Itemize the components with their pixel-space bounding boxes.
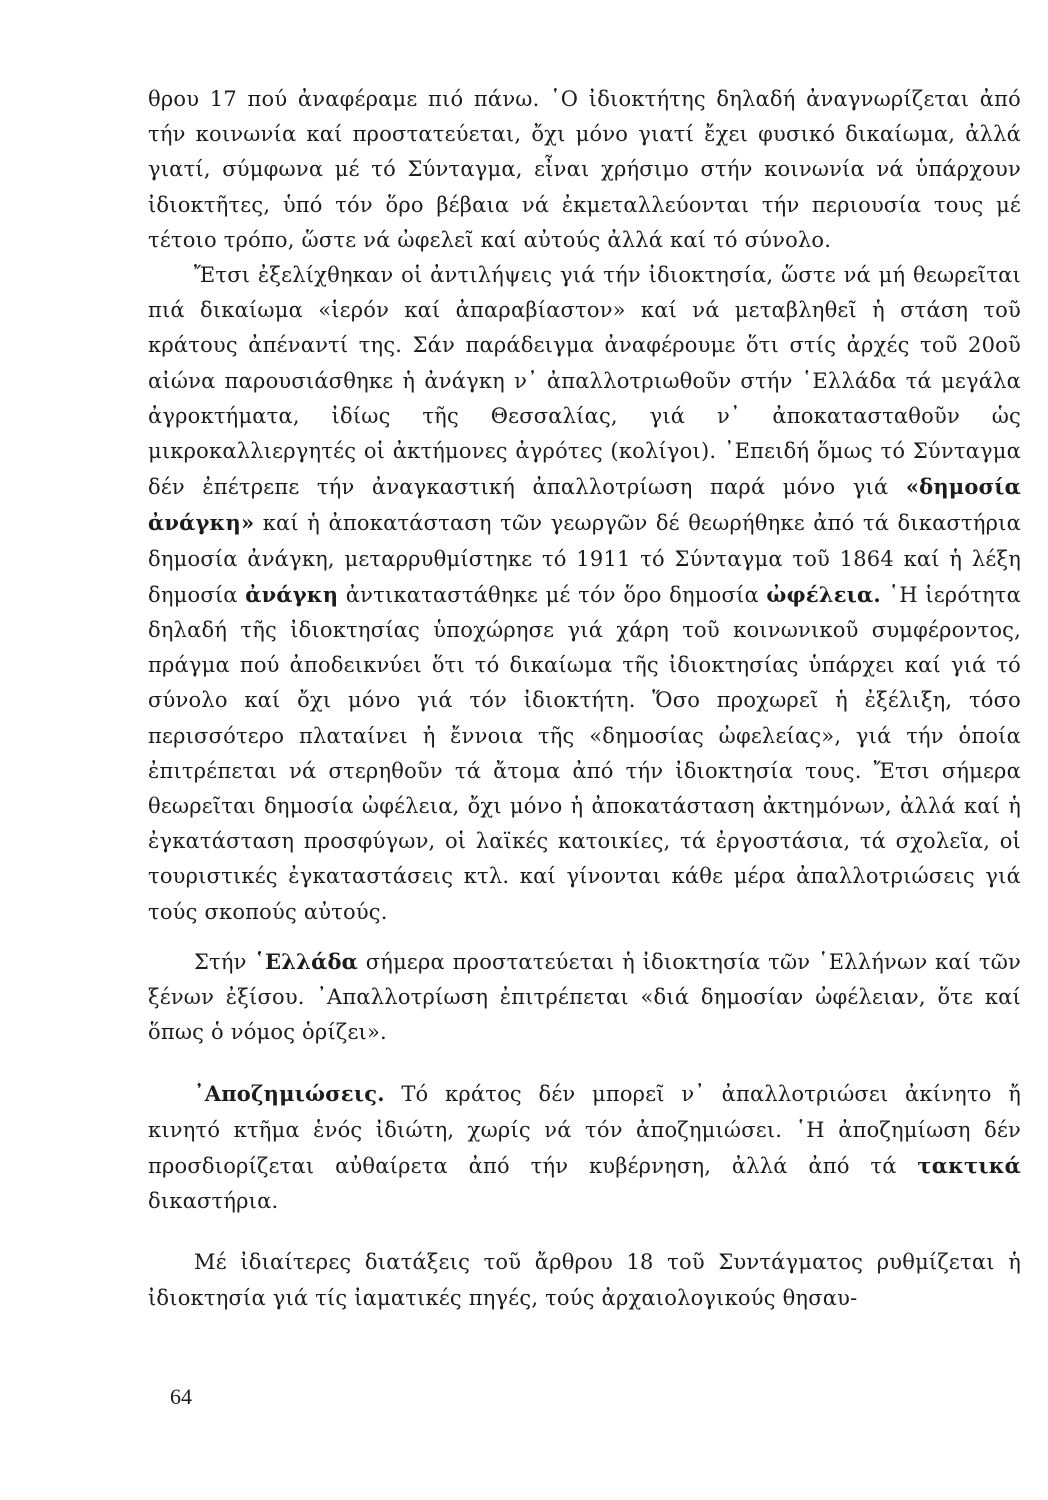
bold-term-dimosia-anagki-quoted: «δημοσία ἀνάγκη» <box>148 474 1021 536</box>
text-segment: καί ἡ ἀποκατάσταση τῶν γεωργῶν δέ θεωρήθηκε ἀπό τά δικαστήρια δημοσία ἀνάγκη, μεταρρυθμίστηκε τό 1911 τό Σύνταγμα τοῦ 1864 καί ἡ λέξη δημοσία <box>148 511 1021 607</box>
bold-term-ofeleia: ὠφέλεια. <box>766 581 881 607</box>
page-number: 64 <box>170 1384 192 1409</box>
paragraph-3 <box>148 944 1021 1051</box>
text-segment: Ἔτσι ἐξελίχθηκαν οἱ ἀντιλήψεις γιά τήν ἰδιοκτησία, ὥστε νά μή θεωρεῖται πιά δικαίωμα «ἱερόν καί ἀπαραβίαστον» καί νά μεταβληθεῖ ἡ στάση τοῦ κράτους ἀπέναντί της. Σάν παράδειγμα ἀναφέρουμε ὅτι στίς ἀρχές τοῦ 20οῦ αἰώνα παρουσιάσθηκε ἡ ἀνάγκη ν᾿ ἀπαλλοτριωθοῦν στήν ῾Ελλάδα τά μεγάλα ἀγροκτήματα, ἰδίως τῆς Θεσσαλίας, γιά ν᾿ ἀποκατασταθοῦν ὡς μικροκαλλιεργητές οἱ ἀκτήμονες ἀγρότες (κολίγοι). ᾿Επειδή ὅμως τό Σύνταγμα δέν ἐπέτρεπε τήν ἀναγκαστική ἀπαλλοτρίωση παρά μόνο γιά <box>148 263 1021 500</box>
text-segment: δικαστήρια. <box>148 1189 279 1214</box>
text-segment: Στήν <box>194 949 255 974</box>
body-text <box>148 82 1021 1316</box>
text-segment: ῾Η ἱερότητα δηλαδή τῆς ἰδιοκτησίας ὑποχώρησε γιά χάρη τοῦ κοινωνικοῦ συμφέροντος, πράγμα πού ἀποδεικνύει ὅτι τό δικαίωμα τῆς ἰδιοκτησίας ὑπάρχει καί γιά τό σύνολο καί ὄχι μόνο γιά τόν ἰδιοκτήτη. Ὅσο προχωρεῖ ἡ ἐξέλιξη, τόσο περισσότερο πλαταίνει ἡ ἔννοια τῆς «δημοσίας ὠφελείας», γιά τήν ὁποία ἐπιτρέπεται νά στερηθοῦν τά ἄτομα ἀπό τήν ἰδιοκτησία τους. Ἔτσι σήμερα θεωρεῖται δημοσία ὠφέλεια, ὄχι μόνο ἡ ἀποκατάσταση ἀκτημόνων, ἀλλά καί ἡ ἐγκατάσταση προσφύγων, οἱ λαϊκές κατοικίες, τά ἐργοστάσια, τά σχολεῖα, οἱ τουριστικές ἐγκαταστάσεις κτλ. καί γίνονται κάθε μέρα ἀπαλλοτριώσεις γιά τούς σκοπούς αὐτούς. <box>148 582 1021 924</box>
section-heading-apozimioseis: ᾿Αποζημιώσεις. <box>194 1081 385 1107</box>
text-segment: ἀντικαταστάθηκε μέ τόν ὅρο δημοσία <box>338 582 767 607</box>
bold-term-ellada: ῾Ελλάδα <box>254 948 359 974</box>
text-segment: Τό κράτος δέν μπορεῖ ν᾿ ἀπαλλοτριώσει ἀκίνητο ἤ κινητό κτῆμα ἑνός ἰδιώτη, χωρίς νά τόν ἀποζημιώσει. ῾Η ἀποζημίωση δέν προσδιορίζεται αὐθαίρετα ἀπό τήν κυβέρνηση, ἀλλά ἀπό τά <box>148 1082 1021 1178</box>
paragraph-4 <box>148 1076 1021 1219</box>
text-segment: Μέ ἰδιαίτερες διατάξεις τοῦ ἄρθρου 18 τοῦ Συντάγματος ρυθμίζεται ἡ ἰδιοκτησία γιά τίς ἰαματικές πηγές, τούς ἀρχαιολογικούς θησαυ- <box>148 1250 1021 1310</box>
paragraph-1 <box>148 82 1021 258</box>
paragraph-2 <box>148 258 1021 930</box>
paragraph-5 <box>148 1245 1021 1315</box>
bold-term-taktika: τακτικά <box>917 1152 1021 1178</box>
bold-term-anagki: ἀνάγκη <box>245 581 339 607</box>
text-segment: σήμερα προστατεύεται ἡ ἰδιοκτησία τῶν ῾Ελλήνων καί τῶν ξένων ἐξίσου. ᾿Απαλλοτρίωση ἐπιτρέπεται «διά δημοσίαν ὠφέλειαν, ὅτε καί ὅπως ὁ νόμος ὁρίζει». <box>148 949 1021 1045</box>
text-segment: θρου 17 πού ἀναφέραμε πιό πάνω. ῾Ο ἰδιοκτήτης δηλαδή ἀναγνωρίζεται ἀπό τήν κοινωνία καί προστατεύεται, ὄχι μόνο γιατί ἔχει φυσικό δικαίωμα, ἀλλά γιατί, σύμφωνα μέ τό Σύνταγμα, εἶναι χρήσιμο στήν κοινωνία νά ὑπάρχουν ἰδιοκτῆτες, ὑπό τόν ὅρο βέβαια νά ἐκμεταλλεύονται τήν περιουσία τους μέ τέτοιο τρόπο, ὥστε νά ὠφελεῖ καί αὐτούς ἀλλά καί τό σύνολο. <box>148 87 1021 252</box>
